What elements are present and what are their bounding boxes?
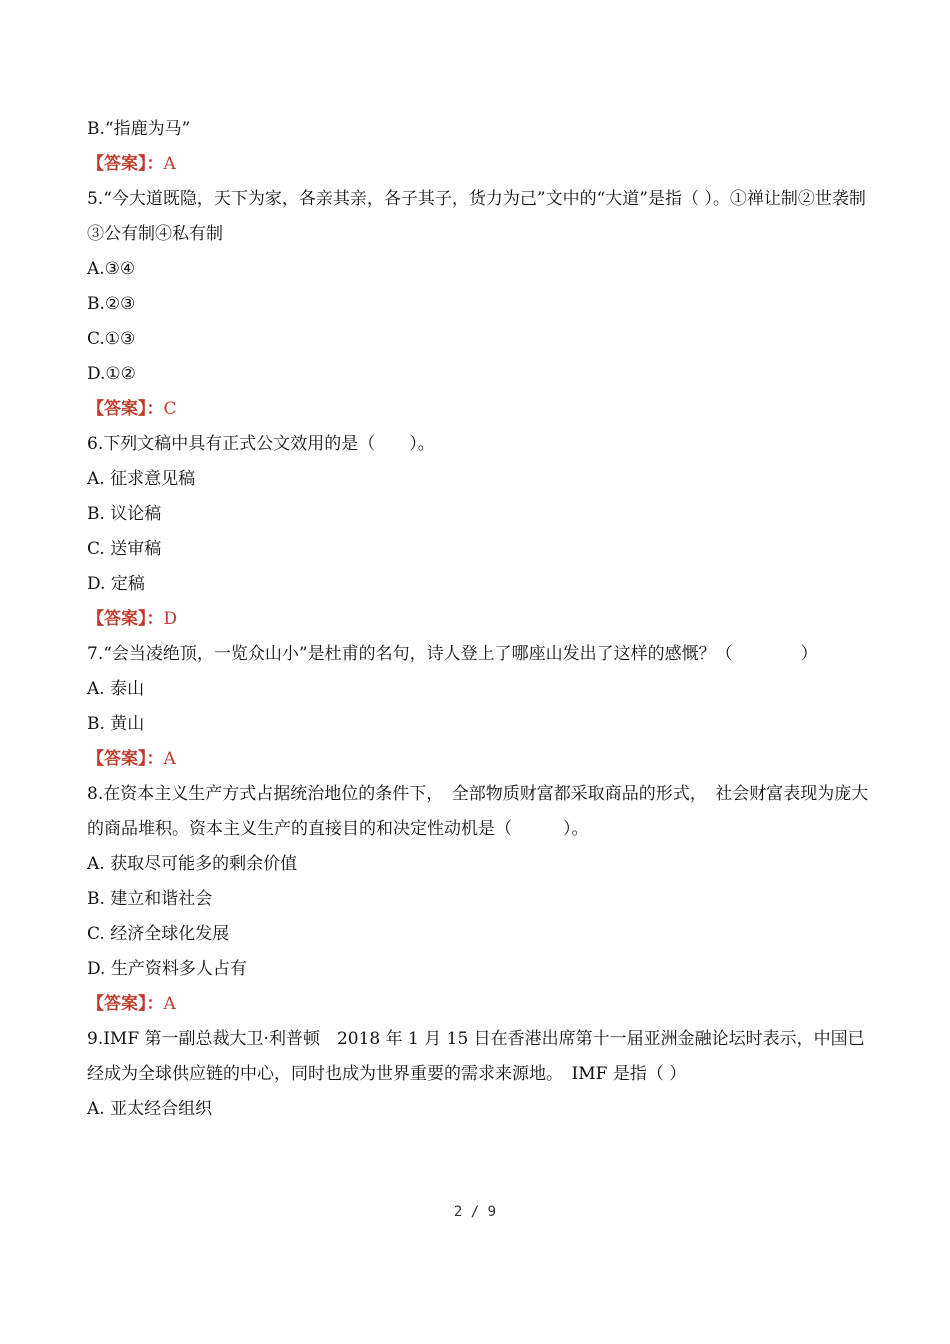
answer-value: A — [163, 749, 176, 769]
option-text: B. 议论稿 — [87, 504, 162, 524]
answer-line — [87, 987, 872, 1022]
page-number: 2 / 9 — [453, 1204, 497, 1220]
document-body — [87, 112, 872, 1127]
answer-label: 【答案】： — [87, 154, 164, 174]
option-text: D. 生产资料多人占有 — [87, 959, 247, 979]
question-text: 9.IMF 第一副总裁大卫·利普顿 2018 年 1 月 15 日在香港出席第十一届亚洲金融论坛时表示，中国已经成为全球供应链的中心，同时也成为世界重要的需求来源地。 IMF 是指（ ） — [87, 1029, 865, 1084]
option-text: A.③④ — [87, 259, 136, 279]
answer-label: 【答案】： — [87, 994, 164, 1014]
question-text: 6.下列文稿中具有正式公文效用的是（ ）。 — [87, 434, 435, 454]
answer-line — [87, 602, 872, 637]
option-text: C. 经济全球化发展 — [87, 924, 230, 944]
option-text: C. 送审稿 — [87, 539, 162, 559]
answer-value: D — [163, 609, 178, 629]
answer-line — [87, 392, 872, 427]
answer-label: 【答案】： — [87, 749, 164, 769]
answer-value: A — [163, 994, 176, 1014]
option-text: A. 亚太经合组织 — [87, 1099, 213, 1119]
question-text: 8.在资本主义生产方式占据统治地位的条件下， 全部物质财富都采取商品的形式， 社会财富表现为庞大的商品堆积。资本主义生产的直接目的和决定性动机是（ ）。 — [87, 784, 869, 839]
option-text: B. 建立和谐社会 — [87, 889, 213, 909]
answer-label: 【答案】： — [87, 399, 164, 419]
option-text: A. 获取尽可能多的剩余价值 — [87, 854, 298, 874]
option-text: C.①③ — [87, 329, 136, 349]
option-text: B.②③ — [87, 294, 136, 314]
question-text: 5.“今大道既隐，天下为家，各亲其亲，各子其子，货力为己”文中的“大道”是指（ ）。①禅让制②世袭制③公有制④私有制 — [87, 189, 866, 244]
option-text: B.“指鹿为马” — [87, 119, 191, 139]
question-text: 7.“会当凌绝顶，一览众山小”是杜甫的名句，诗人登上了哪座山发出了这样的感慨？（ ） — [87, 644, 818, 664]
answer-value: A — [163, 154, 176, 174]
option-text: D. 定稿 — [87, 574, 145, 594]
answer-value: C — [163, 399, 177, 419]
answer-line — [87, 742, 872, 777]
answer-label: 【答案】： — [87, 609, 164, 629]
answer-line — [87, 147, 872, 182]
option-text: A. 泰山 — [87, 679, 145, 699]
option-text: B. 黄山 — [87, 714, 145, 734]
option-text: D.①② — [87, 364, 136, 384]
option-text: A. 征求意见稿 — [87, 469, 196, 489]
